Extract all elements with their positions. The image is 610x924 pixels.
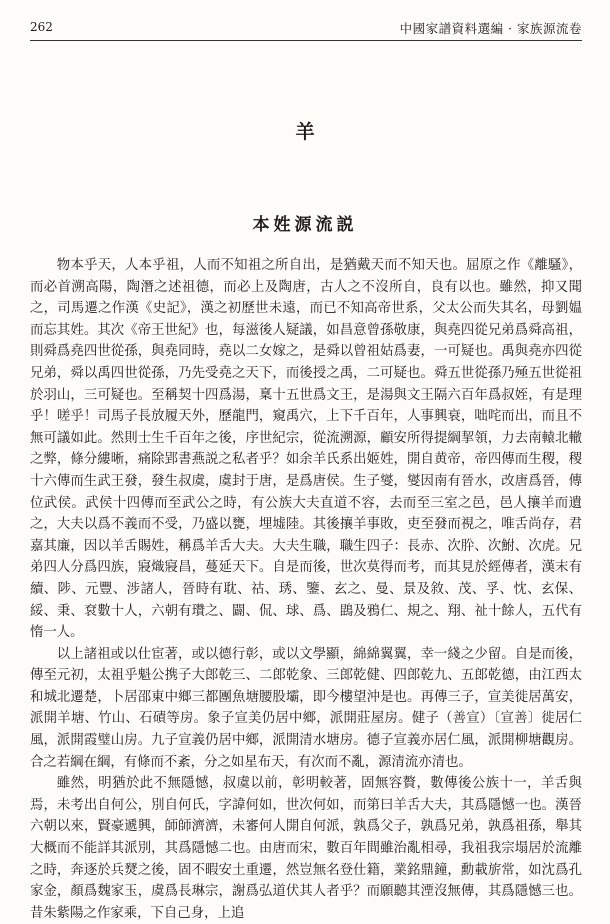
running-title: 中國家譜資料選編 · 家族源流卷 xyxy=(399,21,582,36)
paragraph: 雖然，明猶於此不無隱憾，叔虞以前，彰明較著，固無容贅，數傳後公族十一，羊舌與焉，未考出自何公，別自何氏，字諱何如，世次何如，而第曰羊舌大夫，其爲隱憾一也。漢晉六朝以來，賢豪遞興，師師濟濟，未審何人開自何派，孰爲父子，孰爲兄弟，孰爲祖孫，舉其大概而不能詳其派別，其爲隱憾二也。由唐而宋，數百年間雖治亂相尋，我祖我宗塌居於流離之時，奔逐於兵燹之後，固不暇安土重遷，然豈無名登仕籍，業銘鼎鐘，勳載旂常，如沈爲孔家金，顏爲魏家玉，虞爲長琳宗，謝爲弘道伏其人者乎？而願聽其湮沒無傳，其爲隱憾三也。昔朱紫陽之作家乘，下自己身，上追 xyxy=(30,776,582,921)
paragraph: 以上諸祖或以仕宦著，或以德行彰，或以文學顯，綿綿翼翼，幸一綫之少留。自是而後，傳至元初，太祖乎魁公携子大郎乾三、二郎乾象、三郎乾健、四郎乾九、五郎乾德，由江西太和城北遷楚，卜居邵東中鄉三都團魚塘腰股壩，即今樓望沖是也。再傳三子，宣美徙居萬安，派開羊塘、竹山、石磧等房。象子宣美仍居中鄉，派開莊屋房。健子（善宣）〔宣善〕徙居仁風，派開霞璧山房。九子宣義仍居中鄉，派開清水塘房。德子宣義亦居仁風，派開柳塘觀房。合之若綱在綱，有條而不紊，分之如星布天，有次而不亂，源清流亦清也。 xyxy=(30,646,582,770)
page-number: 262 xyxy=(30,20,53,34)
page-header xyxy=(30,18,582,41)
surname-title: 羊 xyxy=(295,121,315,143)
paragraph: 物本乎天，人本乎祖，人而不知祖之所自出，是猶戴天而不知天也。屈原之作《離騷》，而必首溯高陽，陶潛之述祖德，而必上及陶唐，古人之不沒所自，良有以也。雖然，抑又聞之，司馬遷之作漢《史記》，漢之初歷世未遠，而已不知高帝世系，父太公而失其名，母劉媪而忘其姓。其次《帝王世紀》也，每滋後人疑議，如昌意曾孫敬康，與堯四從兄弟爲舜高祖，則舜爲堯四世從孫，與堯同時，堯以二女嫁之，是舜以曾祖姑爲妻，一可疑也。禹與堯亦四從兄弟，舜以禹四世從孫，乃先受堯之天下，而後授之禹，二可疑也。舜五世從孫乃殛五世從祖於羽山，三可疑也。至稱契十四爲湯，稟十五世爲文王，是湯與文王隔六百年爲叔姪，有是理乎！嗟乎！司馬子長放履天外，歷龍門，窺禹穴，上下千百年，人事興衰，咄咤而出，而且不無可議如此。然則士生千百年之後，序世紀宗，從流溯源，顧安所得提綱挈領，力去南轅北轍之弊，條分縷晰，痛除郢書燕説之私者乎？如余羊氏系出姬姓，開自黄帝，帝四傳而生稷，稷十六傳而生武王發，發生叔虞，虞封于唐，是爲唐侯。生子燮，燮因南有晉水，改唐爲晉，傳位武侯。武侯十四傳而至武公之時，有公族大夫直道不容，去而至三室之邑，邑人攘羊而遺之，大夫以爲不義而不受，乃盛以甕，埋墟陸。其後攘羊事敗，吏至發而視之，唯舌尚存，君嘉其廉，因以羊舌賜姓，稱爲羊舌大夫。大夫生職，職生四子：長赤、次肸、次鮒、次虎。兄弟四人分爲四族，寢熾寢昌，蔓延天下。自是而後，世次莫得而考，而其見於經傳者，漢末有續、陟、元豐、涉諸人，晉時有耽、祜、琇、鑒、玄之、曼、景及敘、茂、孚、忱、玄保、綏、秉、袞數十人，六朝有瓚之、闢、侃、球、爲、鵾及鴉仁、規之、翔、祉十餘人，五代有惰一人。 xyxy=(30,258,582,641)
body-text xyxy=(30,255,582,924)
section-title: 本姓源流説 xyxy=(252,215,358,235)
